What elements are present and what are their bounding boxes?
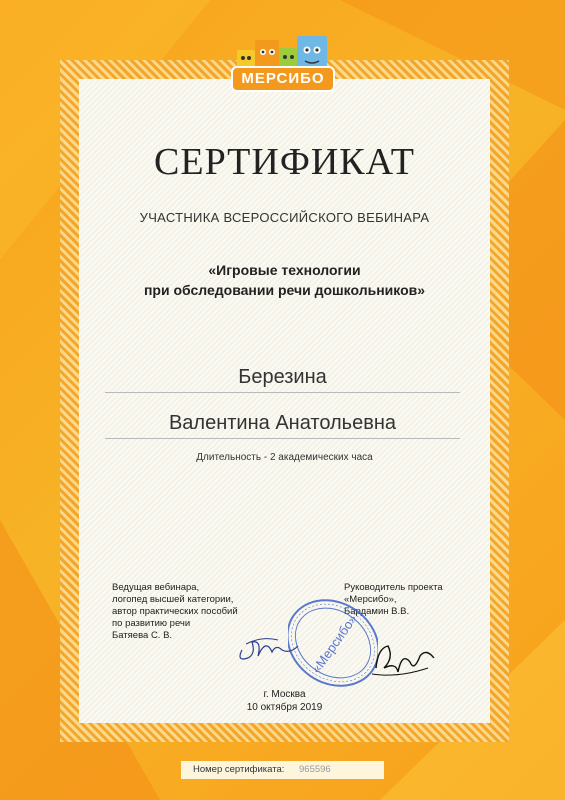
- host-line-2: логопед высшей категории,: [112, 594, 234, 605]
- host-line-4: по развитию речи: [112, 618, 191, 629]
- city-and-date: [79, 688, 490, 714]
- director-name: Бардамин В.В.: [344, 606, 410, 617]
- mersibo-logo: [231, 36, 335, 92]
- host-name: Батяева С. В.: [112, 630, 173, 641]
- issue-date: 10 октября 2019: [246, 702, 323, 713]
- certificate-title: СЕРТИФИКАТ: [154, 141, 415, 183]
- certificate-number: 965596: [299, 764, 331, 775]
- webinar-topic: [79, 260, 490, 300]
- certificate-subtitle: УЧАСТНИКА ВСЕРОССИЙСКОГО ВЕБИНАРА: [139, 210, 430, 225]
- certificate-number-label: Номер сертификата:: [193, 764, 285, 775]
- director-line-2: «Мерсибо»,: [344, 594, 397, 605]
- certificate-number-bar: [181, 761, 384, 779]
- director-signature-icon: [368, 638, 438, 684]
- mersibo-faces-logo-icon: [235, 36, 331, 70]
- topic-line-2: при обследовании речи дошкольников»: [143, 282, 426, 298]
- topic-line-1: «Игровые технологии: [208, 262, 361, 278]
- director-line-1: Руководитель проекта: [344, 582, 443, 593]
- host-line-1: Ведущая вебинара,: [112, 582, 200, 593]
- host-signature-icon: [232, 628, 302, 668]
- participant-first-name: Валентина Анатольевна: [105, 412, 460, 439]
- city: г. Москва: [263, 689, 306, 700]
- host-line-3: автор практических пособий: [112, 606, 238, 617]
- logo-text: МЕРСИБО: [231, 66, 335, 92]
- stamp-text: «Мерсибо»: [308, 611, 360, 677]
- participant-last-name: Березина: [105, 366, 460, 393]
- webinar-duration: Длительность - 2 академических часа: [196, 452, 373, 463]
